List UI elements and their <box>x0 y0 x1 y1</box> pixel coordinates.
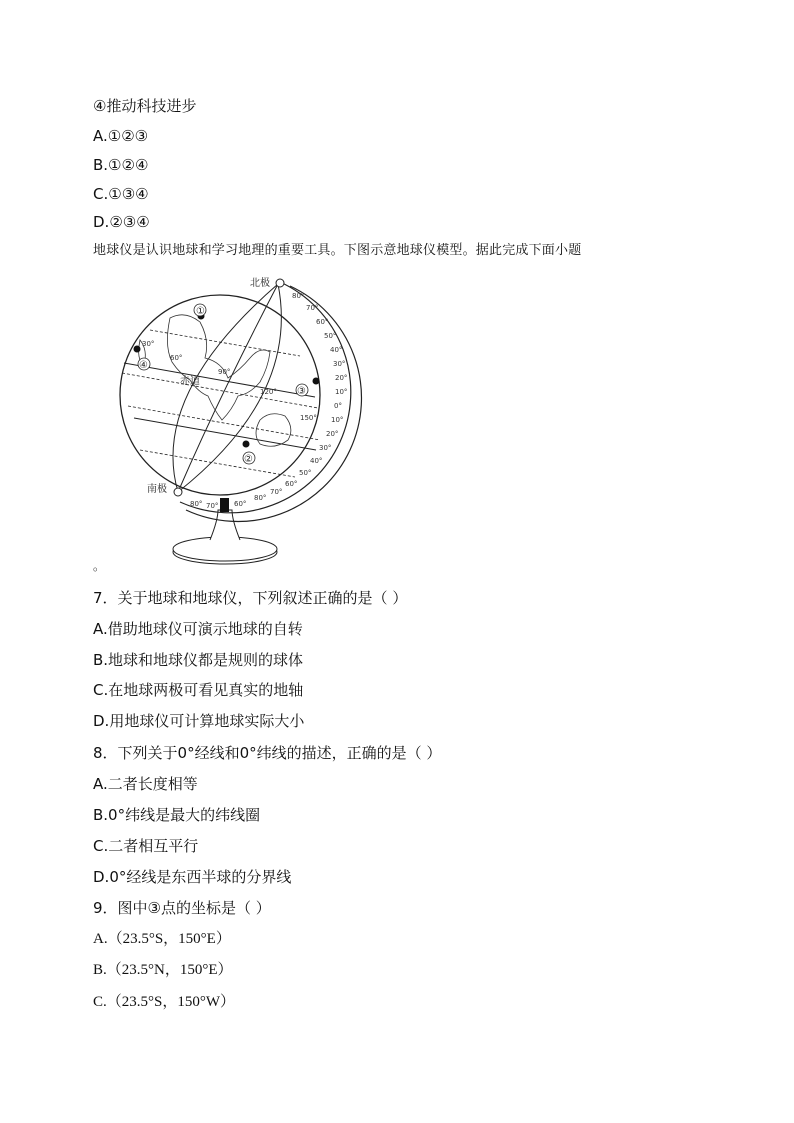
question-9-stem: 9．图中③点的坐标是（ ） <box>93 899 271 917</box>
ring-tick: 50° <box>324 332 337 340</box>
q8-option-d: D.0°经线是东西半球的分界线 <box>93 868 292 886</box>
ring-tick: 70° <box>270 488 283 496</box>
intro-text: 地球仪是认识地球和学习地理的重要工具。下图示意地球仪模型。据此完成下面小题 <box>93 243 582 258</box>
ring-tick: 40° <box>310 457 323 465</box>
globe-illustration <box>110 270 370 570</box>
ring-tick: 30° <box>319 444 332 452</box>
ring-tick: 80° <box>190 500 203 508</box>
ring-tick: 60° <box>316 318 329 326</box>
ring-tick: 80° <box>254 494 267 502</box>
ring-tick: 70° <box>306 304 319 312</box>
ring-tick: 30° <box>333 360 346 368</box>
q7-option-b: B.地球和地球仪都是规则的球体 <box>93 651 304 669</box>
equator-label: 赤道 <box>180 376 200 387</box>
prev-option-4: ④推动科技进步 <box>93 97 197 115</box>
north-pole-label: 北极 <box>250 278 270 289</box>
q7-option-a: A.借助地球仪可演示地球的自转 <box>93 620 303 638</box>
ring-tick: 50° <box>299 469 312 477</box>
marker-1: ① <box>196 306 205 317</box>
prev-choice-c: C.①③④ <box>93 185 149 203</box>
marker-4: ④ <box>139 360 148 371</box>
marker-2: ② <box>244 454 253 465</box>
south-pole-label: 南极 <box>147 484 167 495</box>
ring-tick: 60° <box>234 500 247 508</box>
q7-option-d: D.用地球仪可计算地球实际大小 <box>93 712 305 730</box>
globe-figure <box>110 270 370 570</box>
ring-tick: 20° <box>326 430 339 438</box>
ring-tick: 40° <box>330 346 343 354</box>
lon-label-90: 90° <box>218 368 231 376</box>
q8-option-c: C.二者相互平行 <box>93 837 199 855</box>
q8-option-b: B.0°纬线是最大的纬线圈 <box>93 806 261 824</box>
trailing-mark: 。 <box>93 559 106 573</box>
prev-choice-b: B.①②④ <box>93 156 149 174</box>
lon-label-150: 150° <box>300 414 317 422</box>
ring-tick: 80° <box>292 292 305 300</box>
ring-tick: 70° <box>206 502 219 510</box>
ring-tick: 0° <box>334 402 342 410</box>
q8-option-a: A.二者长度相等 <box>93 775 198 793</box>
prev-choice-d: D.②③④ <box>93 213 150 231</box>
lon-label-30: 30° <box>142 340 155 348</box>
lon-label-60: 60° <box>170 354 183 362</box>
ring-tick: 10° <box>331 416 344 424</box>
ring-tick: 60° <box>285 480 298 488</box>
q7-option-c: C.在地球两极可看见真实的地轴 <box>93 681 304 699</box>
lon-label-120: 120° <box>260 388 277 396</box>
q9-option-b: B.（23.5°N，150°E） <box>93 962 233 978</box>
q9-option-c: C.（23.5°S，150°W） <box>93 994 236 1010</box>
question-7-stem: 7．关于地球和地球仪，下列叙述正确的是（ ） <box>93 589 408 607</box>
prev-choice-a: A.①②③ <box>93 127 149 145</box>
marker-3: ③ <box>297 386 306 397</box>
ring-tick: 10° <box>335 388 348 396</box>
question-8-stem: 8．下列关于0°经线和0°纬线的描述，正确的是（ ） <box>93 744 442 762</box>
q9-option-a: A.（23.5°S，150°E） <box>93 931 231 947</box>
ring-tick: 20° <box>335 374 348 382</box>
